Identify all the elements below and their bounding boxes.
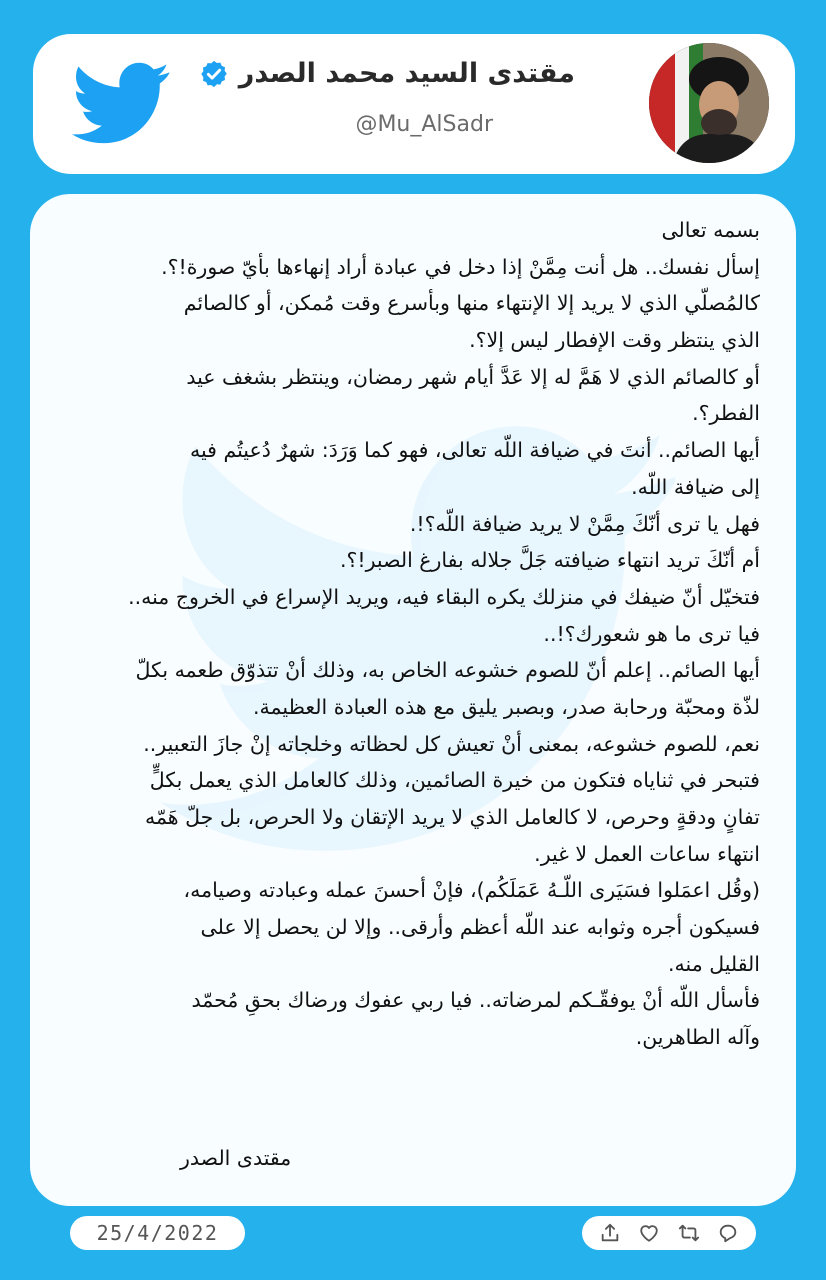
tweet-line: القليل منه. (668, 951, 760, 976)
tweet-text (74, 212, 760, 1056)
tweet-line: فسيكون أجره وثوابه عند اللّه أعظم وأرقى.. وإلا لن يحصل إلا على (200, 915, 760, 940)
tweet-line: نعم، للصوم خشوعه، بمعنى أنْ تعيش كل لحظاته وخلجاته إنْ جازَ التعبير.. (143, 731, 760, 756)
tweet-actions-bar (582, 1216, 756, 1250)
date-pill (70, 1216, 245, 1250)
name-row (199, 58, 575, 89)
verified-badge-icon (199, 59, 229, 89)
profile-header-card (33, 34, 795, 174)
tweet-date: 25/4/2022 (96, 1221, 219, 1245)
avatar[interactable] (649, 43, 769, 163)
tweet-line: أم أنّكَ تريد انتهاء ضيافته جَلَّ جلاله بفارغ الصبر!؟. (339, 548, 760, 573)
tweet-line: إلى ضيافة اللّه. (631, 474, 760, 499)
tweet-body-card (30, 194, 796, 1206)
user-handle[interactable]: @Mu_AlSadr (355, 112, 493, 137)
tweet-line: أيها الصائم.. إعلم أنّ للصوم خشوعه الخاص به، وذلك أنْ تتذوّق طعمه بكلّ (135, 658, 760, 683)
tweet-line: فيا ترى ما هو شعورك؟!.. (543, 621, 760, 646)
tweet-line: تفانٍ ودقةٍ وحرص، لا كالعامل الذي لا يريد الإتقان ولا الحرص، بل جلّ هَمّه (144, 805, 760, 829)
share-icon[interactable] (599, 1222, 621, 1244)
tweet-line: فتخيّل أنّ ضيفك في منزلك يكره البقاء فيه، ويريد الإسراع في الخروج منه.. (128, 584, 760, 609)
display-name[interactable]: مقتدى السيد محمد الصدر (238, 58, 575, 89)
retweet-icon[interactable] (678, 1222, 700, 1244)
reply-icon[interactable] (717, 1222, 739, 1244)
tweet-line: لذّة ومحبّة ورحابة صدر، وبصبر يليق مع هذه العبادة العظيمة. (253, 694, 760, 719)
tweet-line: انتهاء ساعات العمل لا غير. (534, 841, 760, 866)
signature: مقتدى الصدر (180, 1146, 292, 1170)
tweet-line: الذي ينتظر وقت الإفطار ليس إلا؟. (469, 328, 760, 353)
tweet-line: أيها الصائم.. أنتَ في ضيافة اللّه تعالى، فهو كما وَرَدَ: شهرٌ دُعيتُم فيه (189, 438, 760, 463)
tweet-line: فهل يا ترى أنّكَ مِمَّنْ لا يريد ضيافة اللّه؟!. (409, 511, 760, 536)
tweet-line: بسمه تعالى (661, 218, 760, 242)
tweet-line: إسأل نفسك.. هل أنت مِمَّنْ إذا دخل في عبادة أراد إنهاءها بأيّ صورة!؟. (161, 254, 760, 279)
twitter-bird-icon (71, 62, 171, 146)
tweet-line: الفطر؟. (692, 401, 760, 426)
avatar-portrait-icon (649, 43, 769, 163)
tweet-line: فأسأل اللّه أنْ يوفقّـكم لمرضاته.. فيا ربي عفوك ورضاك بحقِ مُحمّد (191, 988, 760, 1013)
tweet-line: وآله الطاهرين. (635, 1025, 760, 1050)
tweet-line: (وقُل اعمَلوا فسَيَرى اللّـهُ عَمَلَكُم)، فإنْ أحسنَ عمله وعبادته وصيامه، (183, 878, 760, 903)
tweet-line: فتبحر في ثناياه فتكون من خيرة الصائمين، وذلك كالعامل الذي يعمل بكلٍّ (149, 768, 760, 793)
tweet-line: كالمُصلّي الذي لا يريد إلا الإنتهاء منها وبأسرع وقت مُمكن، أو كالصائم (183, 291, 760, 316)
like-icon[interactable] (638, 1222, 660, 1244)
tweet-line: أو كالصائم الذي لا هَمَّ له إلا عَدَّ أيام شهر رمضان، وينتظر بشغف عيد (186, 364, 760, 389)
